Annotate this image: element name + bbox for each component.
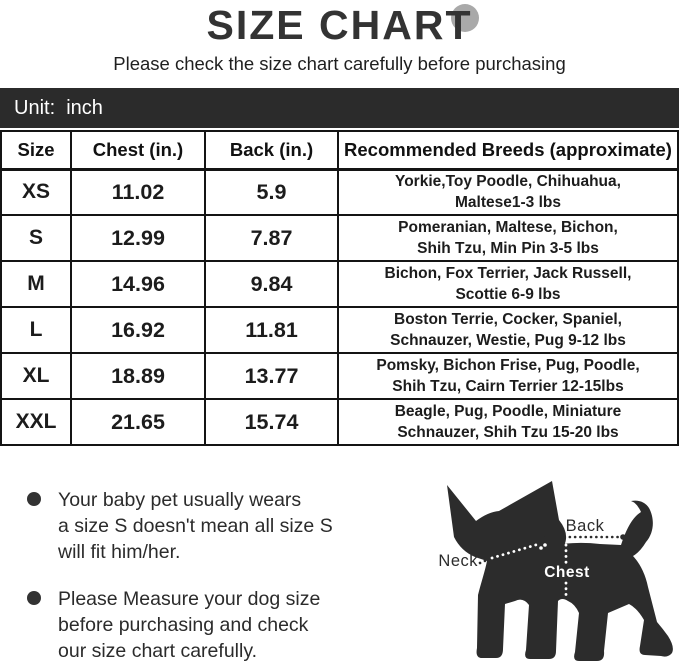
back-cell: 9.84 — [205, 261, 338, 307]
note-item — [27, 487, 427, 565]
size-cell: XS — [1, 169, 71, 215]
table-header-row — [1, 131, 678, 169]
size-cell: M — [1, 261, 71, 307]
note-item — [27, 586, 427, 664]
size-cell: XL — [1, 353, 71, 399]
breeds-line: Pomeranian, Maltese, Bichon, — [398, 218, 618, 236]
table-row — [1, 261, 678, 307]
neck-label: Neck — [438, 552, 478, 570]
breeds-line: Shih Tzu, Cairn Terrier 12-15lbs — [392, 378, 624, 395]
breeds-cell — [338, 353, 678, 399]
breeds-cell — [338, 169, 678, 215]
column-header-breeds: Recommended Breeds (approximate) — [338, 131, 678, 169]
chest-cell: 11.02 — [71, 169, 205, 215]
table-row — [1, 307, 678, 353]
breeds-line: Maltese1-3 lbs — [455, 194, 561, 212]
note-line: will fit him/her. — [58, 541, 181, 563]
size-table — [0, 130, 679, 446]
column-header-back: Back (in.) — [205, 131, 338, 169]
breeds-line: Shih Tzu, Min Pin 3-5 lbs — [417, 240, 599, 257]
breeds-line: Boston Terrie, Cocker, Spaniel, — [394, 310, 622, 328]
notes-section — [27, 487, 427, 664]
note-text — [58, 487, 333, 565]
back-label: Back — [565, 517, 605, 535]
chest-cell: 12.99 — [71, 215, 205, 261]
page-title: SIZE CHART — [206, 2, 473, 48]
breeds-cell — [338, 215, 678, 261]
note-line: a size S doesn't mean all size S — [58, 515, 333, 537]
breeds-line: Schnauzer, Westie, Pug 9-12 lbs — [390, 332, 626, 349]
bullet-icon — [27, 591, 41, 605]
page-subtitle: Please check the size chart carefully before purchasing — [113, 53, 566, 74]
size-cell: XXL — [1, 399, 71, 445]
breeds-cell — [338, 399, 678, 445]
note-text — [58, 586, 320, 664]
back-cell: 15.74 — [205, 399, 338, 445]
column-header-size: Size — [1, 131, 71, 169]
breeds-line: Beagle, Pug, Poodle, Miniature — [394, 402, 622, 420]
breeds-line: Yorkie,Toy Poodle, Chihuahua, — [395, 172, 621, 190]
note-line: Your baby pet usually wears — [58, 489, 302, 511]
size-cell: L — [1, 307, 71, 353]
dog-silhouette-icon — [425, 475, 679, 664]
chest-cell: 16.92 — [71, 307, 205, 353]
breeds-cell — [338, 261, 678, 307]
back-cell: 7.87 — [205, 215, 338, 261]
size-cell: S — [1, 215, 71, 261]
note-line: Please Measure your dog size — [58, 588, 321, 610]
back-cell: 11.81 — [205, 307, 338, 353]
table-row — [1, 399, 678, 445]
chest-cell: 14.96 — [71, 261, 205, 307]
table-row — [1, 169, 678, 215]
table-row — [1, 215, 678, 261]
note-line: our size chart carefully. — [58, 640, 258, 662]
breeds-line: Scottie 6-9 lbs — [455, 286, 561, 303]
header — [0, 0, 679, 48]
chest-cell: 18.89 — [71, 353, 205, 399]
breeds-cell — [338, 307, 678, 353]
breeds-line: Pomsky, Bichon Frise, Pug, Poodle, — [376, 356, 640, 374]
breeds-line: Schnauzer, Shih Tzu 15-20 lbs — [397, 424, 619, 441]
back-cell: 13.77 — [205, 353, 338, 399]
bullet-icon — [27, 492, 41, 506]
breeds-line: Bichon, Fox Terrier, Jack Russell, — [384, 264, 632, 282]
dog-measurement-diagram — [425, 475, 679, 664]
table-row — [1, 353, 678, 399]
column-header-chest: Chest (in.) — [71, 131, 205, 169]
back-cell: 5.9 — [205, 169, 338, 215]
unit-bar: Unit: inch — [0, 88, 679, 128]
note-line: before purchasing and check — [58, 614, 309, 636]
chest-label: Chest — [544, 564, 590, 581]
chest-cell: 21.65 — [71, 399, 205, 445]
